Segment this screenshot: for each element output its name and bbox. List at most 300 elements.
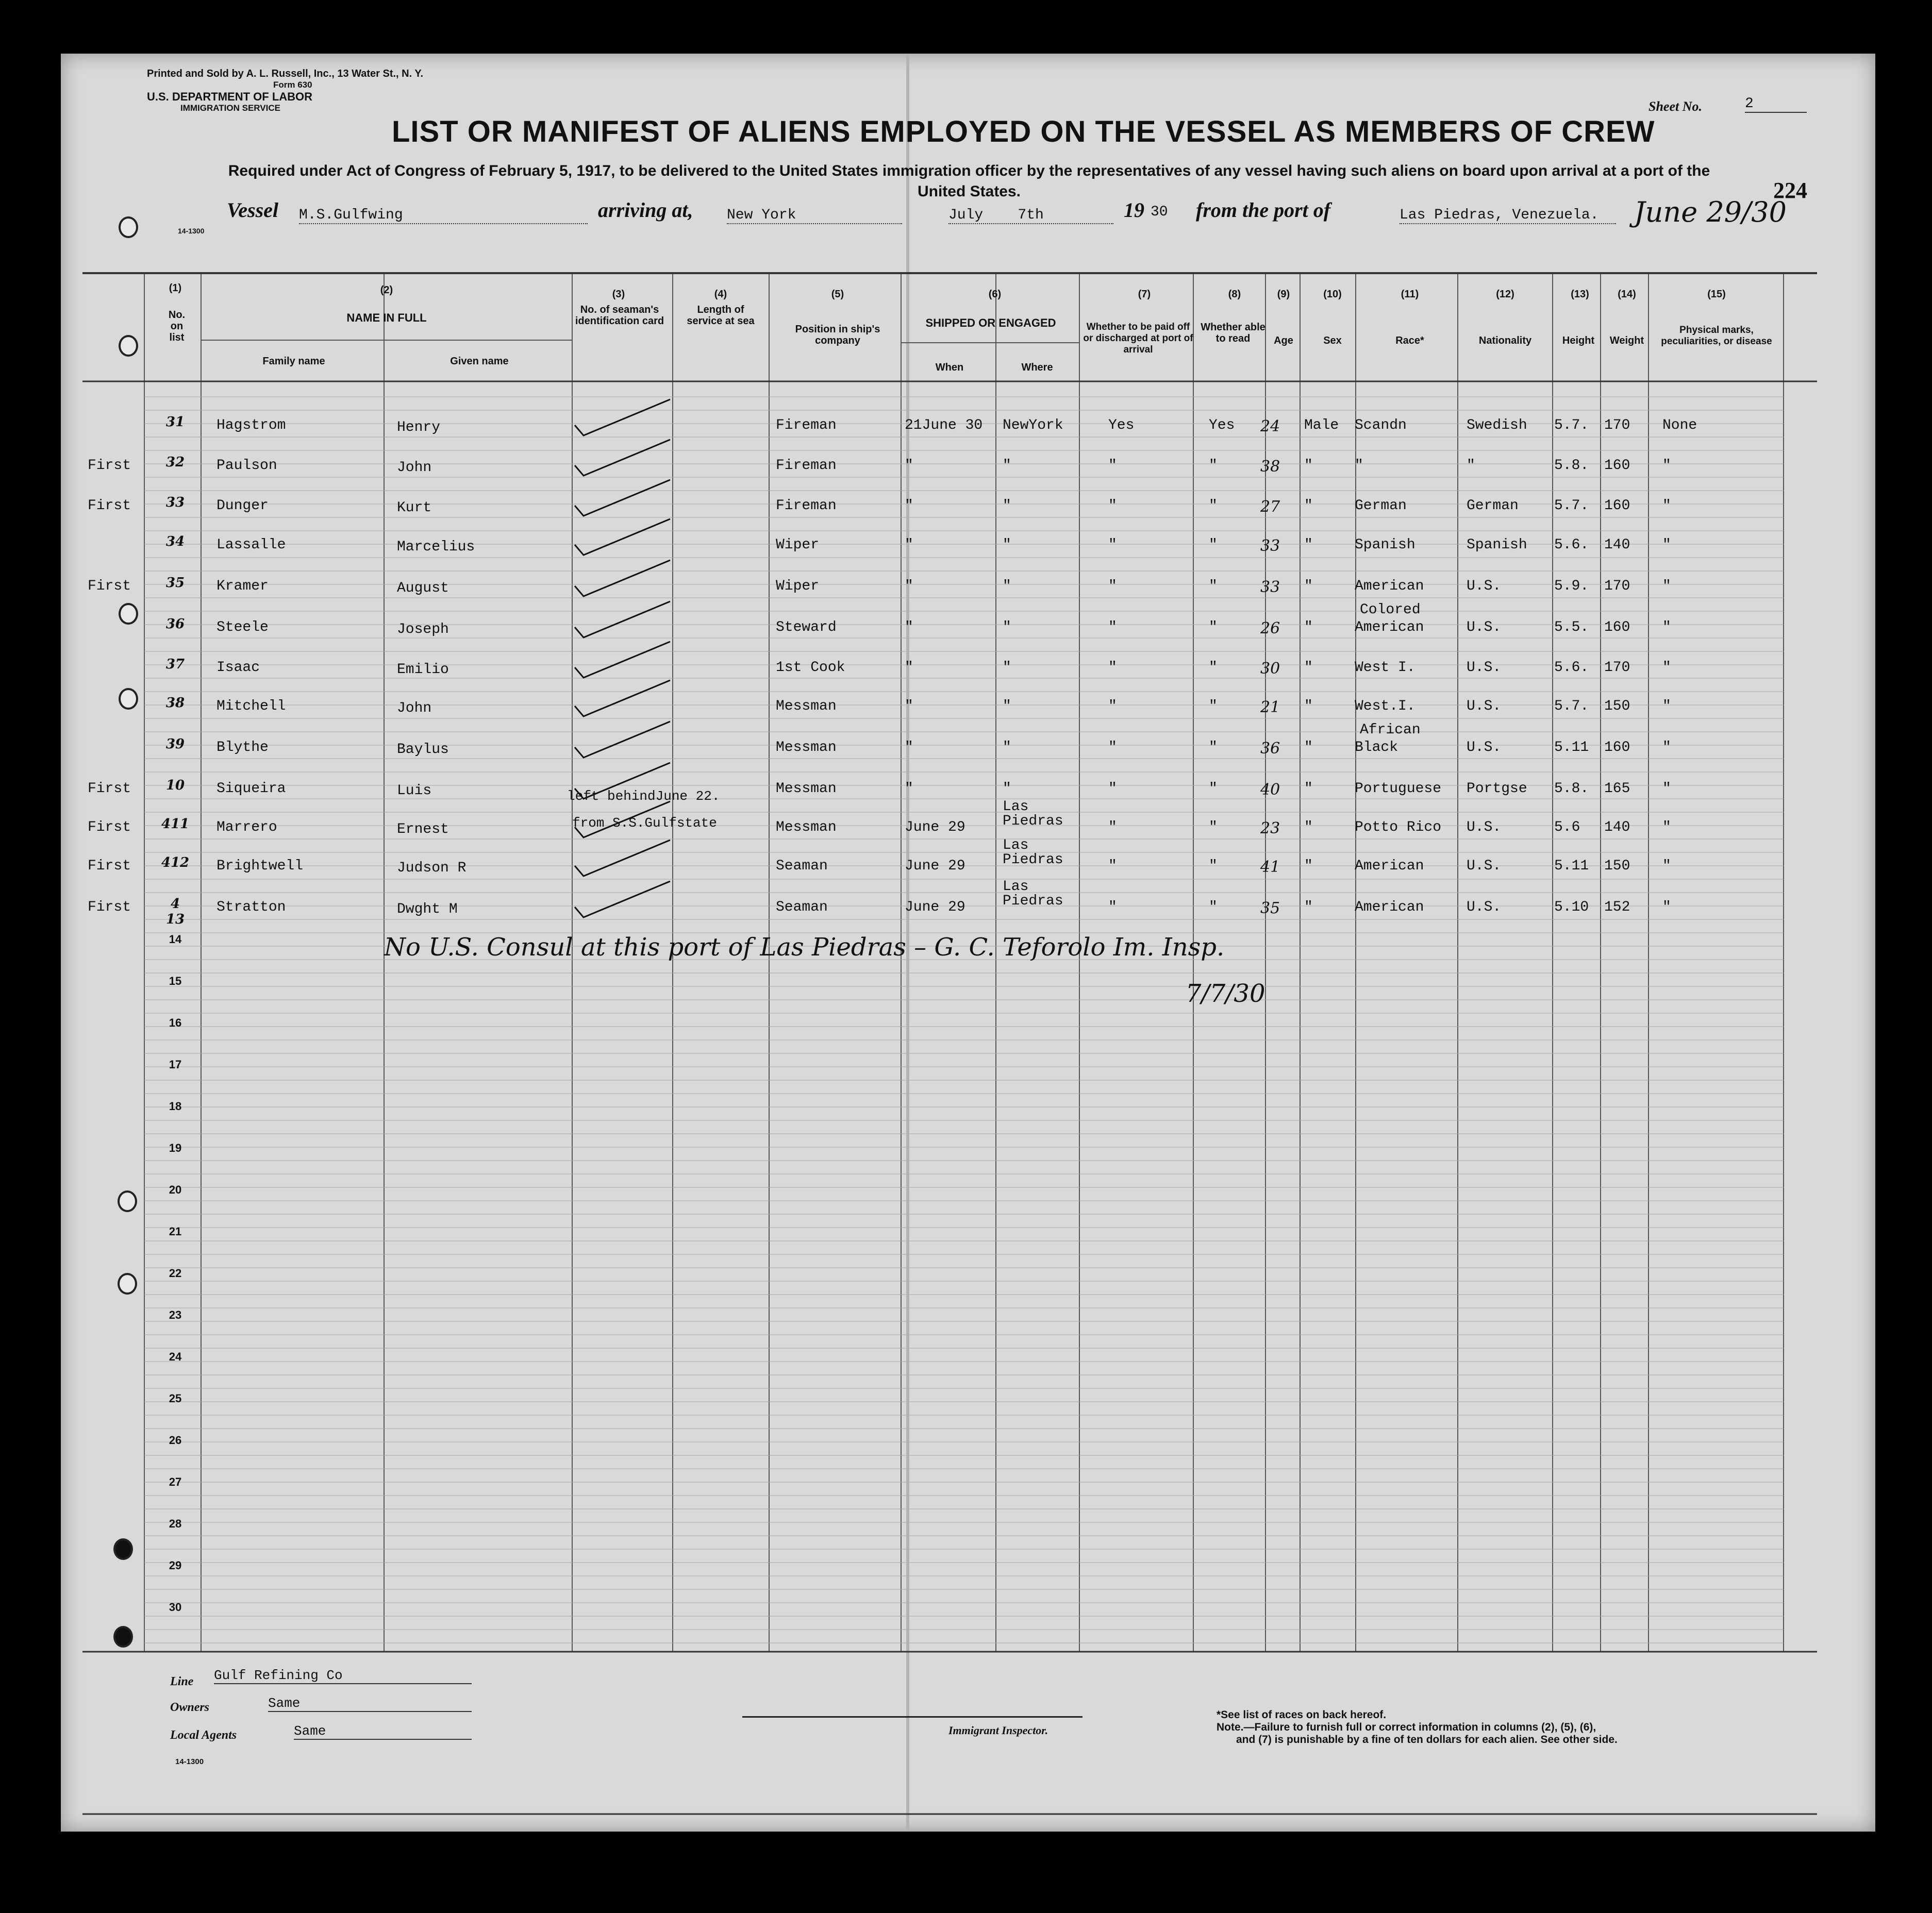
family-name: Siqueira: [216, 781, 286, 797]
vessel-label: Vessel: [227, 198, 278, 222]
sex: ": [1304, 537, 1313, 553]
race: German: [1355, 498, 1407, 514]
paid-off: ": [1108, 660, 1117, 676]
row-number: 21: [169, 1225, 182, 1238]
sex: Male: [1304, 417, 1339, 433]
first-trip-mark: First: [88, 781, 131, 797]
shipped-when: ": [905, 458, 913, 474]
given-name: John: [397, 460, 432, 476]
able-to-read: ": [1209, 781, 1218, 797]
col2-label: NAME IN FULL: [346, 311, 427, 324]
departure-port: Las Piedras, Venezuela.: [1400, 207, 1616, 224]
row-number: 25: [169, 1392, 182, 1405]
height: 5.7.: [1554, 417, 1589, 433]
check-mark: [572, 879, 675, 922]
col7-label: Whether to be paid off or discharged at port of arrival: [1083, 322, 1193, 355]
nationality: Spanish: [1467, 537, 1527, 553]
shipped-where: ": [1003, 458, 1011, 474]
first-trip-mark: First: [88, 458, 131, 474]
from-port-label: from the port of: [1196, 198, 1331, 222]
col9-label: Age: [1274, 335, 1293, 346]
shipped-where: ": [1003, 660, 1011, 676]
weight: 160: [1604, 458, 1630, 474]
family-name: Isaac: [216, 660, 260, 676]
col4-number: (4): [714, 289, 727, 300]
weight: 150: [1604, 698, 1630, 714]
row-number: 17: [169, 1058, 182, 1071]
row-number: 26: [169, 1434, 182, 1447]
penalty-note-1: Note.—Failure to furnish full or correct information in columns (2), (5), (6),: [1217, 1721, 1596, 1733]
col5-label: Position in ship's company: [795, 324, 880, 346]
family-name: Hagstrom: [216, 417, 286, 433]
weight: 160: [1604, 498, 1630, 514]
shipped-when: June 29: [905, 899, 965, 915]
shipped-when: June 29: [905, 858, 965, 874]
col1-label: No. on list: [168, 309, 186, 343]
height: 5.7.: [1554, 498, 1589, 514]
col10-number: (10): [1323, 289, 1342, 300]
shipped-when: 21June 30: [905, 417, 983, 433]
family-name: Stratton: [216, 899, 286, 915]
height: 5.11: [1554, 740, 1589, 756]
sex: ": [1304, 698, 1313, 714]
able-to-read: ": [1209, 819, 1218, 835]
age: 33: [1260, 537, 1280, 555]
col6-label: SHIPPED OR ENGAGED: [925, 316, 1056, 329]
given-name: Kurt: [397, 500, 432, 516]
given-name: Emilio: [397, 662, 449, 678]
height: 5.10: [1554, 899, 1589, 915]
row-number: 22: [169, 1267, 182, 1280]
nationality: ": [1467, 458, 1475, 474]
left-behind-note-2: from S.S.Gulfstate: [572, 815, 717, 831]
able-to-read: ": [1209, 537, 1218, 553]
age: 26: [1260, 619, 1280, 637]
row-number: 36: [165, 616, 185, 632]
check-mark: [572, 477, 675, 521]
nationality: U.S.: [1467, 740, 1502, 756]
paid-off: ": [1108, 537, 1117, 553]
form-number: Form 630: [273, 80, 312, 90]
penalty-note-2: and (7) is punishable by a fine of ten dollars for each alien. See other side.: [1236, 1734, 1618, 1746]
check-mark: [572, 639, 675, 683]
paid-off: ": [1108, 458, 1117, 474]
race: Spanish: [1355, 537, 1415, 553]
first-trip-mark: First: [88, 498, 131, 514]
given-name: August: [397, 580, 449, 596]
nationality: U.S.: [1467, 660, 1502, 676]
height: 5.6.: [1554, 660, 1589, 676]
form-subtitle: Required under Act of Congress of February 5, 1917, to be delivered to the United States immigration officer by the representatives of any vessel having such aliens on board upon arrival at a port of the United States.: [228, 162, 1710, 200]
binder-hole: [113, 1538, 133, 1560]
line-label: Line: [170, 1675, 194, 1688]
binder-hole: [119, 688, 138, 710]
shipped-where: NewYork: [1003, 417, 1063, 433]
sex: ": [1304, 660, 1313, 676]
race: Portuguese: [1355, 781, 1442, 797]
inspector-note-date: 7/7/30: [1186, 979, 1265, 1008]
row-number: 23: [169, 1308, 182, 1321]
paid-off: ": [1108, 899, 1117, 915]
col8-label: Whether able to read: [1201, 322, 1265, 344]
paid-off: ": [1108, 819, 1117, 835]
sex: ": [1304, 578, 1313, 594]
shipped-when: ": [905, 537, 913, 553]
check-mark: [572, 599, 675, 643]
sheet-number: 2: [1745, 96, 1807, 113]
col4-label: Length of service at sea: [687, 304, 755, 327]
sex: ": [1304, 458, 1313, 474]
col2-number: (2): [380, 284, 393, 296]
family-name: Steele: [216, 619, 269, 635]
nationality: U.S.: [1467, 698, 1502, 714]
weight: 170: [1604, 660, 1630, 676]
paid-off: ": [1108, 698, 1117, 714]
race: American: [1355, 619, 1424, 635]
shipped-when: ": [905, 740, 913, 756]
physical-marks: ": [1662, 740, 1671, 756]
weight: 170: [1604, 417, 1630, 433]
row-number: 38: [165, 695, 185, 711]
age: 38: [1260, 458, 1280, 476]
position: Fireman: [776, 458, 837, 474]
owners-value: Same: [268, 1696, 472, 1712]
shipped-where: ": [1003, 698, 1011, 714]
arriving-label: arriving at,: [598, 198, 693, 222]
paid-off: ": [1108, 858, 1117, 874]
race: West.I.: [1355, 698, 1415, 714]
check-mark: [572, 397, 675, 441]
able-to-read: ": [1209, 858, 1218, 874]
position: Messman: [776, 781, 837, 797]
age: 36: [1260, 740, 1280, 758]
col10-label: Sex: [1323, 335, 1342, 346]
row-number: 15: [169, 975, 182, 987]
race: American: [1355, 899, 1424, 915]
given-name: John: [397, 700, 432, 716]
row-number: 4 13: [165, 896, 185, 927]
first-trip-mark: First: [88, 578, 131, 594]
row-number: 411: [161, 816, 190, 832]
height: 5.6: [1554, 819, 1580, 835]
check-mark: [572, 558, 675, 601]
given-name: Henry: [397, 419, 441, 435]
family-name: Kramer: [216, 578, 269, 594]
binder-hole: [119, 603, 138, 625]
row-number: 16: [169, 1016, 182, 1029]
row-number: 31: [165, 414, 185, 430]
first-trip-mark: First: [88, 858, 131, 874]
position: Wiper: [776, 578, 820, 594]
department: U.S. DEPARTMENT OF LABOR: [147, 90, 313, 103]
family-name: Brightwell: [216, 858, 304, 874]
shipped-where: ": [1003, 498, 1011, 514]
check-mark: [572, 437, 675, 481]
race: Scandn: [1355, 417, 1407, 433]
family-name: Paulson: [216, 458, 277, 474]
paid-off: ": [1108, 498, 1117, 514]
sheet-label: Sheet No.: [1648, 99, 1702, 114]
height: 5.5.: [1554, 619, 1589, 635]
col3-label: No. of seaman's identification card: [575, 304, 664, 327]
age: 23: [1260, 819, 1280, 837]
shipped-where: ": [1003, 740, 1011, 756]
form-code: 14-1300: [178, 227, 205, 235]
position: Messman: [776, 740, 837, 756]
age: 27: [1260, 498, 1280, 516]
race: ": [1355, 458, 1363, 474]
row-number: 20: [169, 1183, 182, 1196]
height: 5.8.: [1554, 458, 1589, 474]
race: American: [1355, 858, 1424, 874]
height: 5.6.: [1554, 537, 1589, 553]
line-value: Gulf Refining Co: [214, 1668, 472, 1684]
row-number: 34: [165, 534, 185, 549]
row-number: 28: [169, 1517, 182, 1530]
left-behind-note-1: left behindJune 22.: [567, 788, 720, 804]
shipped-when: June 29: [905, 819, 965, 835]
first-trip-mark: First: [88, 819, 131, 835]
shipped-where: Las: [1003, 837, 1029, 853]
nationality: U.S.: [1467, 578, 1502, 594]
age: 24: [1260, 417, 1280, 435]
height: 5.7.: [1554, 698, 1589, 714]
col13-number: (13): [1571, 289, 1589, 300]
able-to-read: ": [1209, 619, 1218, 635]
col12-number: (12): [1496, 289, 1514, 300]
height: 5.11: [1554, 858, 1589, 874]
col2-family: Family name: [262, 356, 325, 367]
nationality: U.S.: [1467, 619, 1502, 635]
age: 21: [1260, 698, 1280, 716]
physical-marks: ": [1662, 819, 1671, 835]
family-name: Mitchell: [216, 698, 286, 714]
race: Potto Rico: [1355, 819, 1442, 835]
arriving-port: New York: [727, 207, 902, 224]
col8-number: (8): [1228, 289, 1241, 300]
page-number: 224: [1773, 178, 1807, 203]
physical-marks: ": [1662, 619, 1671, 635]
sex: ": [1304, 858, 1313, 874]
shipped-when: ": [905, 698, 913, 714]
sex: ": [1304, 498, 1313, 514]
physical-marks: ": [1662, 781, 1671, 797]
nationality: Portgse: [1467, 781, 1527, 797]
col12-label: Nationality: [1478, 335, 1532, 346]
row-number: 19: [169, 1142, 182, 1154]
position: Messman: [776, 698, 837, 714]
sex: ": [1304, 619, 1313, 635]
nationality: U.S.: [1467, 858, 1502, 874]
age: 33: [1260, 578, 1280, 596]
shipped-when: ": [905, 781, 913, 797]
shipped-where: ": [1003, 537, 1011, 553]
check-mark: [572, 837, 675, 881]
family-name: Dunger: [216, 498, 269, 514]
col11-number: (11): [1401, 289, 1419, 300]
position: Messman: [776, 819, 837, 835]
first-trip-mark: First: [88, 899, 131, 915]
age: 41: [1260, 858, 1280, 876]
handwritten-date: June 29/30: [1634, 196, 1787, 228]
paid-off: Yes: [1108, 417, 1135, 433]
weight: 152: [1604, 899, 1630, 915]
nationality: U.S.: [1467, 899, 1502, 915]
shipped-when: ": [905, 578, 913, 594]
shipped-where: Piedras: [1003, 813, 1063, 829]
family-name: Lassalle: [216, 537, 286, 553]
weight: 160: [1604, 619, 1630, 635]
footer-code: 14-1300: [175, 1757, 204, 1766]
shipped-when: ": [905, 619, 913, 635]
shipped-when: ": [905, 498, 913, 514]
weight: 170: [1604, 578, 1630, 594]
col6-when: When: [935, 362, 964, 373]
row-number: 32: [165, 455, 185, 470]
shipped-where: ": [1003, 619, 1011, 635]
col15-label: Physical marks, peculiarities, or disease: [1661, 325, 1772, 347]
sex: ": [1304, 899, 1313, 915]
position: Steward: [776, 619, 837, 635]
paid-off: ": [1108, 740, 1117, 756]
weight: 140: [1604, 537, 1630, 553]
year-suffix: 30: [1151, 204, 1168, 220]
vessel-name: M.S.Gulfwing: [299, 207, 588, 224]
able-to-read: ": [1209, 660, 1218, 676]
binder-hole: [118, 1273, 137, 1295]
sex: ": [1304, 781, 1313, 797]
physical-marks: ": [1662, 498, 1671, 514]
family-name: Marrero: [216, 819, 277, 835]
row-number: 37: [165, 657, 185, 672]
physical-marks: ": [1662, 537, 1671, 553]
service: IMMIGRATION SERVICE: [180, 103, 280, 113]
age: 35: [1260, 899, 1280, 917]
col6-number: (6): [988, 289, 1002, 300]
able-to-read: ": [1209, 698, 1218, 714]
inspector-signature-line: [742, 1716, 1082, 1718]
weight: 150: [1604, 858, 1630, 874]
sex: ": [1304, 819, 1313, 835]
physical-marks: ": [1662, 899, 1671, 915]
position: 1st Cook: [776, 660, 845, 676]
paid-off: ": [1108, 781, 1117, 797]
able-to-read: ": [1209, 899, 1218, 915]
nationality: U.S.: [1467, 819, 1502, 835]
given-name: Baylus: [397, 742, 449, 758]
race: West I.: [1355, 660, 1415, 676]
age: 30: [1260, 660, 1280, 678]
agents-value: Same: [294, 1723, 472, 1740]
sex: ": [1304, 740, 1313, 756]
shipped-where: Las: [1003, 879, 1029, 895]
shipped-where: Piedras: [1003, 893, 1063, 909]
row-number: 24: [169, 1350, 182, 1363]
family-name: Blythe: [216, 740, 269, 756]
col5-number: (5): [831, 289, 844, 300]
able-to-read: Yes: [1209, 417, 1235, 433]
col11-label: Race*: [1395, 335, 1424, 346]
position: Wiper: [776, 537, 820, 553]
physical-marks: ": [1662, 858, 1671, 874]
row-number: 14: [169, 933, 182, 946]
form-title: LIST OR MANIFEST OF ALIENS EMPLOYED ON THE VESSEL AS MEMBERS OF CREW: [392, 115, 1655, 148]
position: Seaman: [776, 899, 828, 915]
given-name: Dwght M: [397, 901, 458, 917]
physical-marks: ": [1662, 698, 1671, 714]
row-number: 35: [165, 575, 185, 591]
physical-marks: ": [1662, 660, 1671, 676]
binder-hole: [118, 1190, 137, 1212]
physical-marks: ": [1662, 458, 1671, 474]
shipped-where: Piedras: [1003, 852, 1063, 868]
check-mark: [572, 678, 675, 721]
row-number: 39: [165, 736, 185, 752]
shipped-when: ": [905, 660, 913, 676]
able-to-read: ": [1209, 458, 1218, 474]
row-number: 412: [161, 855, 190, 870]
height: 5.8.: [1554, 781, 1589, 797]
race: Black: [1355, 740, 1398, 756]
paid-off: ": [1108, 619, 1117, 635]
position: Fireman: [776, 498, 837, 514]
weight: 165: [1604, 781, 1630, 797]
given-name: Marcelius: [397, 539, 475, 555]
col7-number: (7): [1138, 289, 1151, 300]
shipped-where: Las: [1003, 799, 1029, 815]
physical-marks: ": [1662, 578, 1671, 594]
col15-number: (15): [1707, 289, 1726, 300]
col1-number: (1): [169, 282, 182, 294]
race: American: [1355, 578, 1424, 594]
row-number: 33: [165, 495, 185, 510]
col3-number: (3): [612, 289, 625, 300]
races-note: *See list of races on back hereof.: [1217, 1709, 1387, 1721]
able-to-read: ": [1209, 740, 1218, 756]
given-name: Luis: [397, 783, 432, 799]
height: 5.9.: [1554, 578, 1589, 594]
binder-hole: [113, 1626, 133, 1648]
row-number: 29: [169, 1559, 182, 1572]
able-to-read: ": [1209, 498, 1218, 514]
row-number: 18: [169, 1100, 182, 1113]
race-line-1: Colored: [1360, 602, 1421, 618]
row-number: 27: [169, 1475, 182, 1488]
age: 40: [1260, 781, 1280, 799]
col13-label: Height: [1562, 335, 1595, 346]
col14-label: Weight: [1609, 335, 1644, 346]
binder-hole: [119, 216, 138, 238]
owners-label: Owners: [170, 1701, 210, 1714]
row-number: 10: [165, 778, 185, 793]
given-name: Judson R: [397, 860, 467, 876]
col6-where: Where: [1021, 362, 1053, 373]
given-name: Joseph: [397, 622, 449, 637]
inspector-label: Immigrant Inspector.: [948, 1724, 1048, 1737]
col9-number: (9): [1277, 289, 1290, 300]
year-prefix: 19: [1124, 198, 1144, 222]
shipped-where: ": [1003, 578, 1011, 594]
col2-given: Given name: [450, 356, 509, 367]
check-mark: [572, 719, 675, 763]
inspector-note: No U.S. Consul at this port of Las Piedras – G. C. Teforolo Im. Insp.: [384, 933, 1225, 962]
col14-number: (14): [1618, 289, 1636, 300]
binder-hole: [119, 335, 138, 357]
agents-label: Local Agents: [170, 1729, 237, 1742]
weight: 140: [1604, 819, 1630, 835]
printer-line: Printed and Sold by A. L. Russell, Inc., 13 Water St., N. Y.: [147, 68, 424, 79]
nationality: German: [1467, 498, 1519, 514]
